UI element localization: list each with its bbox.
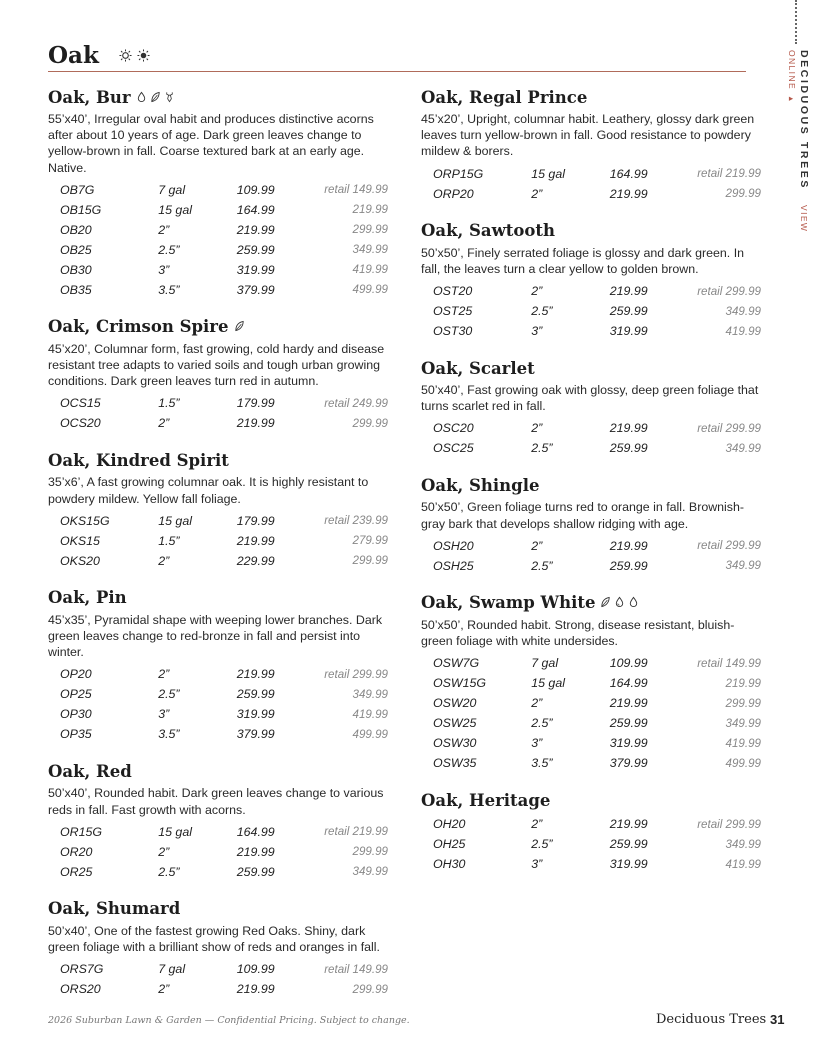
product-icons [600,593,639,612]
sku-price: 259.99 [609,558,648,573]
sun-icon [119,49,132,62]
product-name-text: Oak, Kindred Spirit [48,450,229,470]
sku-price: 179.99 [236,396,275,411]
sku-code: OKS15G [60,513,110,528]
sku-code: OR20 [60,844,93,859]
sku-code: OSW15G [433,676,487,691]
sku-size: 2” [158,982,170,997]
sku-row [421,281,761,301]
product-entry [48,316,388,434]
sku-code: OSW20 [433,696,477,711]
sku-code: OSH25 [433,558,474,573]
sku-size: 2” [158,844,170,859]
product-name [421,357,761,379]
sku-retail-price: 349.99 [725,716,761,730]
sku-code: OST30 [433,324,473,339]
sku-price: 219.99 [236,533,275,548]
sku-row [421,301,761,321]
sku-code: OB30 [60,262,92,277]
sku-code: OSW7G [433,656,480,671]
sku-price: 219.99 [236,416,275,431]
sku-retail-price: 219.99 [352,203,388,217]
left-column [48,86,388,1015]
sku-retail-price: 349.99 [352,243,388,257]
drop-icon [136,88,147,107]
sku-row [421,556,761,576]
sku-row [421,184,761,204]
title-icons [119,49,150,62]
sku-code: OCS15 [60,396,101,411]
sku-size: 7 gal [158,182,186,197]
page-title-text: Oak [48,42,99,69]
sku-row [421,814,761,834]
sku-row [421,438,761,458]
sku-code: OSW35 [433,756,477,771]
sku-price: 219.99 [609,421,648,436]
sku-retail-price: 419.99 [725,736,761,750]
sku-retail-price: 349.99 [725,441,761,455]
sku-price: 319.99 [609,736,648,751]
product-name [421,220,761,242]
sku-retail-price: 419.99 [725,324,761,338]
product-description: 50’x50’, Finely serrated foliage is glossy and dark green. In fall, the leaves turn a clear yellow to golden brown. [421,245,745,276]
sku-table [48,959,388,999]
sku-row [48,393,388,413]
product-icons [234,317,245,336]
sku-retail-price: 349.99 [725,304,761,318]
sku-retail-price: 279.99 [352,534,388,548]
sku-price: 379.99 [236,282,275,297]
sku-row [48,724,388,744]
sku-retail-price: 299.99 [352,982,388,996]
sku-retail-price: 299.99 [352,416,388,430]
sku-size: 15 gal [158,824,192,839]
product-name-text: Oak, Red [48,761,132,781]
sku-row [421,753,761,773]
product-name-text: Oak, Swamp White [421,593,596,613]
sku-code: OR15G [60,824,103,839]
sku-code: OP30 [60,707,92,722]
sku-code: ORS7G [60,962,104,977]
product-description: 45’x35’, Pyramidal shape with weeping lower branches. Dark green leaves change to red-bronze in fall and persist into winter. [48,612,383,660]
sku-size: 2.5” [158,687,180,702]
sku-price: 219.99 [609,284,648,299]
footer-page-number: 31 [770,1012,785,1027]
product-name [421,592,761,614]
sku-price: 259.99 [609,441,648,456]
sku-retail-price: retail 299.99 [324,667,388,681]
deer-resistant-icon [164,88,175,107]
sku-size: 7 gal [531,656,559,671]
footer-note: 2026 Suburban Lawn & Garden — Confidential Pricing. Subject to change. [48,1015,410,1026]
sku-size: 2” [531,696,543,711]
sku-size: 3” [158,707,170,722]
sku-price: 219.99 [609,696,648,711]
product-description: 55’x40’, Irregular oval habit and produces distinctive acorns after about 10 years of age. Dark green leaves change to yellow-brown in fall. Coarse textured bark at an early age. Native. [48,112,374,175]
sku-retail-price: 299.99 [352,845,388,859]
sku-retail-price: 349.99 [352,865,388,879]
page-title [48,42,150,69]
product-name-text: Oak, Bur [48,87,131,107]
product-description: 35’x6’, A fast growing columnar oak. It is highly resistant to powdery mildew. Yellow fall foliage. [48,475,369,506]
sku-price: 259.99 [609,304,648,319]
sku-size: 2” [158,222,170,237]
sku-row [48,180,388,200]
sku-price: 319.99 [609,857,648,872]
sku-table [48,822,388,882]
sku-code: OSC25 [433,441,474,456]
sku-size: 2.5” [531,837,553,852]
product-name [421,86,761,108]
sku-price: 164.99 [236,824,275,839]
sku-retail-price: 419.99 [725,857,761,871]
product-entry [421,789,761,874]
sku-retail-price: 499.99 [352,727,388,741]
sku-code: OSC20 [433,421,474,436]
sku-price: 319.99 [236,262,275,277]
sku-retail-price: 299.99 [352,223,388,237]
sku-size: 3” [531,736,543,751]
product-description: 50’x40’, Fast growing oak with glossy, deep green foliage that turns scarlet red in fall. [421,383,759,414]
sku-price: 109.99 [609,656,648,671]
sku-row [421,653,761,673]
sku-row [48,551,388,571]
sku-code: OST25 [433,304,473,319]
product-description: 50’x40’, Rounded habit. Dark green leaves change to various reds in fall. Fast growth with acorns. [48,786,384,817]
product-name-text: Oak, Crimson Spire [48,317,229,337]
sku-retail-price: retail 149.99 [324,183,388,197]
sku-size: 3.5” [158,727,180,742]
sku-retail-price: 219.99 [725,676,761,690]
sku-row [421,693,761,713]
product-entry [48,587,388,745]
sku-row [48,220,388,240]
sku-retail-price: retail 299.99 [697,539,761,553]
product-name-text: Oak, Regal Prince [421,87,588,107]
leaf-icon [150,88,161,107]
sku-price: 259.99 [236,242,275,257]
sku-table [48,511,388,571]
product-entry [48,449,388,570]
sku-price: 219.99 [236,667,275,682]
sku-code: OP25 [60,687,92,702]
sku-code: OB7G [60,182,95,197]
sku-price: 164.99 [609,166,648,181]
product-entry [421,357,761,458]
product-entry [48,898,388,999]
title-divider [48,71,746,72]
sku-price: 219.99 [236,982,275,997]
sku-table [48,180,388,300]
sku-price: 219.99 [236,222,275,237]
sku-code: OKS15 [60,533,100,548]
product-description: 45’x20’, Upright, columnar habit. Leathery, glossy dark green leaves turn yellow-brown in fall. Good resistance to powdery mildew & borers. [421,112,755,159]
sku-size: 2.5” [158,242,180,257]
sku-row [48,413,388,433]
product-description: 45’x20’, Columnar form, fast growing, cold hardy and disease resistant tree adapts to varied soils and tough urban growing conditions. Dark green leaves turn red in autumn. [48,341,385,389]
sku-code: OH20 [433,817,466,832]
product-entry [48,86,388,300]
sku-size: 1.5” [158,533,180,548]
sku-retail-price: 419.99 [352,707,388,721]
sku-table [421,536,761,576]
sku-size: 2.5” [531,441,553,456]
sku-price: 219.99 [609,817,648,832]
sku-price: 259.99 [609,716,648,731]
product-name [421,789,761,811]
sku-size: 3.5” [158,282,180,297]
drop-icon [628,593,639,612]
sku-size: 2.5” [531,716,553,731]
sku-retail-price: retail 299.99 [697,817,761,831]
sku-price: 219.99 [609,538,648,553]
sku-row [48,664,388,684]
sku-row [48,822,388,842]
product-name-text: Oak, Scarlet [421,358,535,378]
sku-table [421,814,761,874]
sku-size: 2.5” [531,558,553,573]
sku-code: OKS20 [60,553,100,568]
product-name [48,449,388,471]
sku-code: OB25 [60,242,92,257]
sku-row [48,842,388,862]
water-drop-icon [614,593,625,612]
product-name-text: Oak, Shumard [48,899,181,919]
product-entry [48,760,388,881]
sku-row [421,854,761,874]
product-name [48,86,388,108]
sku-code: OB35 [60,282,92,297]
sku-retail-price: retail 249.99 [324,396,388,410]
sku-price: 319.99 [236,707,275,722]
leaf-icon [234,317,245,336]
sku-price: 379.99 [609,756,648,771]
sku-size: 15 gal [158,202,192,217]
sku-size: 3” [531,857,543,872]
sku-price: 109.99 [236,962,275,977]
partial-sun-icon [137,49,150,62]
sku-retail-price: retail 239.99 [324,514,388,528]
product-entry [421,592,761,773]
product-name [48,760,388,782]
product-name-text: Oak, Shingle [421,475,540,495]
sku-price: 229.99 [236,553,275,568]
leaf-icon [600,593,611,612]
sku-retail-price: retail 149.99 [697,656,761,670]
sku-size: 2” [531,538,543,553]
sku-row [48,979,388,999]
sku-row [421,834,761,854]
sku-row [421,733,761,753]
sku-price: 319.99 [609,324,648,339]
sku-size: 2” [531,421,543,436]
product-name [48,898,388,920]
sku-price: 379.99 [236,727,275,742]
sku-retail-price: 349.99 [725,837,761,851]
sku-retail-price: 299.99 [725,187,761,201]
sku-retail-price: retail 219.99 [697,167,761,181]
sku-row [421,164,761,184]
side-tab-text [786,50,810,270]
product-name [421,474,761,496]
sku-row [48,260,388,280]
sku-code: OB15G [60,202,102,217]
sku-price: 179.99 [236,513,275,528]
product-entry [421,86,761,204]
sku-size: 15 gal [531,676,565,691]
sku-retail-price: 299.99 [352,554,388,568]
sku-size: 2” [158,667,170,682]
sku-table [421,281,761,341]
product-icons [136,88,175,107]
sku-size: 2” [531,284,543,299]
footer-section-name: Deciduous Trees [656,1012,767,1027]
sku-retail-price: 499.99 [352,283,388,297]
sku-table [421,653,761,773]
sku-code: OB20 [60,222,92,237]
sku-retail-price: 299.99 [725,696,761,710]
sku-size: 3.5” [531,756,553,771]
sku-row [48,704,388,724]
sku-code: ORS20 [60,982,101,997]
sku-size: 2” [158,553,170,568]
sku-row [48,959,388,979]
sku-code: OSW25 [433,716,477,731]
product-entry [421,474,761,575]
sku-row [48,531,388,551]
sku-size: 2.5” [158,864,180,879]
sku-size: 2” [158,416,170,431]
sku-price: 219.99 [236,844,275,859]
sku-retail-price: retail 219.99 [324,825,388,839]
sku-size: 2” [531,186,543,201]
sku-code: OR25 [60,864,93,879]
sku-code: OSH20 [433,538,474,553]
sku-table [421,418,761,458]
sku-code: OSW30 [433,736,477,751]
sku-code: ORP15G [433,166,484,181]
sku-price: 164.99 [609,676,648,691]
product-name [48,587,388,609]
sku-price: 219.99 [609,186,648,201]
sku-retail-price: 419.99 [352,263,388,277]
product-name-text: Oak, Pin [48,588,127,608]
sku-row [421,536,761,556]
sku-size: 15 gal [531,166,565,181]
sku-table [421,164,761,204]
sku-code: OH30 [433,857,466,872]
product-name [48,316,388,338]
sku-code: ORP20 [433,186,474,201]
sku-size: 2” [531,817,543,832]
side-tab-section: DECIDUOUS TREES [798,50,810,190]
sku-table [48,393,388,433]
sku-code: OCS20 [60,416,101,431]
sku-row [48,862,388,882]
sku-row [421,418,761,438]
sku-row [48,280,388,300]
sku-code: OST20 [433,284,473,299]
sku-retail-price: retail 299.99 [697,284,761,298]
sku-retail-price: retail 299.99 [697,421,761,435]
right-column [421,86,761,890]
sku-price: 259.99 [236,687,275,702]
sku-size: 15 gal [158,513,192,528]
sku-retail-price: 499.99 [725,756,761,770]
sku-code: OP20 [60,667,92,682]
product-description: 50’x40’, One of the fastest growing Red Oaks. Shiny, dark green foliage with a brilliant show of reds and oranges in fall. [48,923,380,955]
sku-row [48,200,388,220]
sku-row [421,321,761,341]
sku-size: 1.5” [158,396,180,411]
sku-size: 3” [531,324,543,339]
side-tab-dots [795,0,797,44]
product-name-text: Oak, Heritage [421,790,551,810]
sku-price: 109.99 [236,182,275,197]
sku-table [48,664,388,744]
sku-row [48,511,388,531]
product-name-text: Oak, Sawtooth [421,221,556,241]
sku-retail-price: 349.99 [725,559,761,573]
sku-price: 164.99 [236,202,275,217]
sku-code: OH25 [433,837,466,852]
sku-row [48,240,388,260]
product-description: 50’x50’, Rounded habit. Strong, disease resistant, bluish-green foliage with white undersides. [421,617,735,649]
product-entry [421,220,761,341]
sku-row [48,684,388,704]
view-online-link[interactable]: VIEW ONLINE ▸ [787,50,809,233]
sku-size: 2.5” [531,304,553,319]
sku-row [421,713,761,733]
sku-size: 7 gal [158,962,186,977]
side-tab[interactable] [786,0,808,270]
sku-price: 259.99 [236,864,275,879]
sku-price: 259.99 [609,837,648,852]
sku-code: OP35 [60,727,92,742]
sku-retail-price: retail 149.99 [324,962,388,976]
sku-row [421,673,761,693]
product-description: 50’x50’, Green foliage turns red to orange in fall. Brownish-gray bark that develops shallow ridging with age. [421,500,745,531]
sku-size: 3” [158,262,170,277]
sku-retail-price: 349.99 [352,687,388,701]
